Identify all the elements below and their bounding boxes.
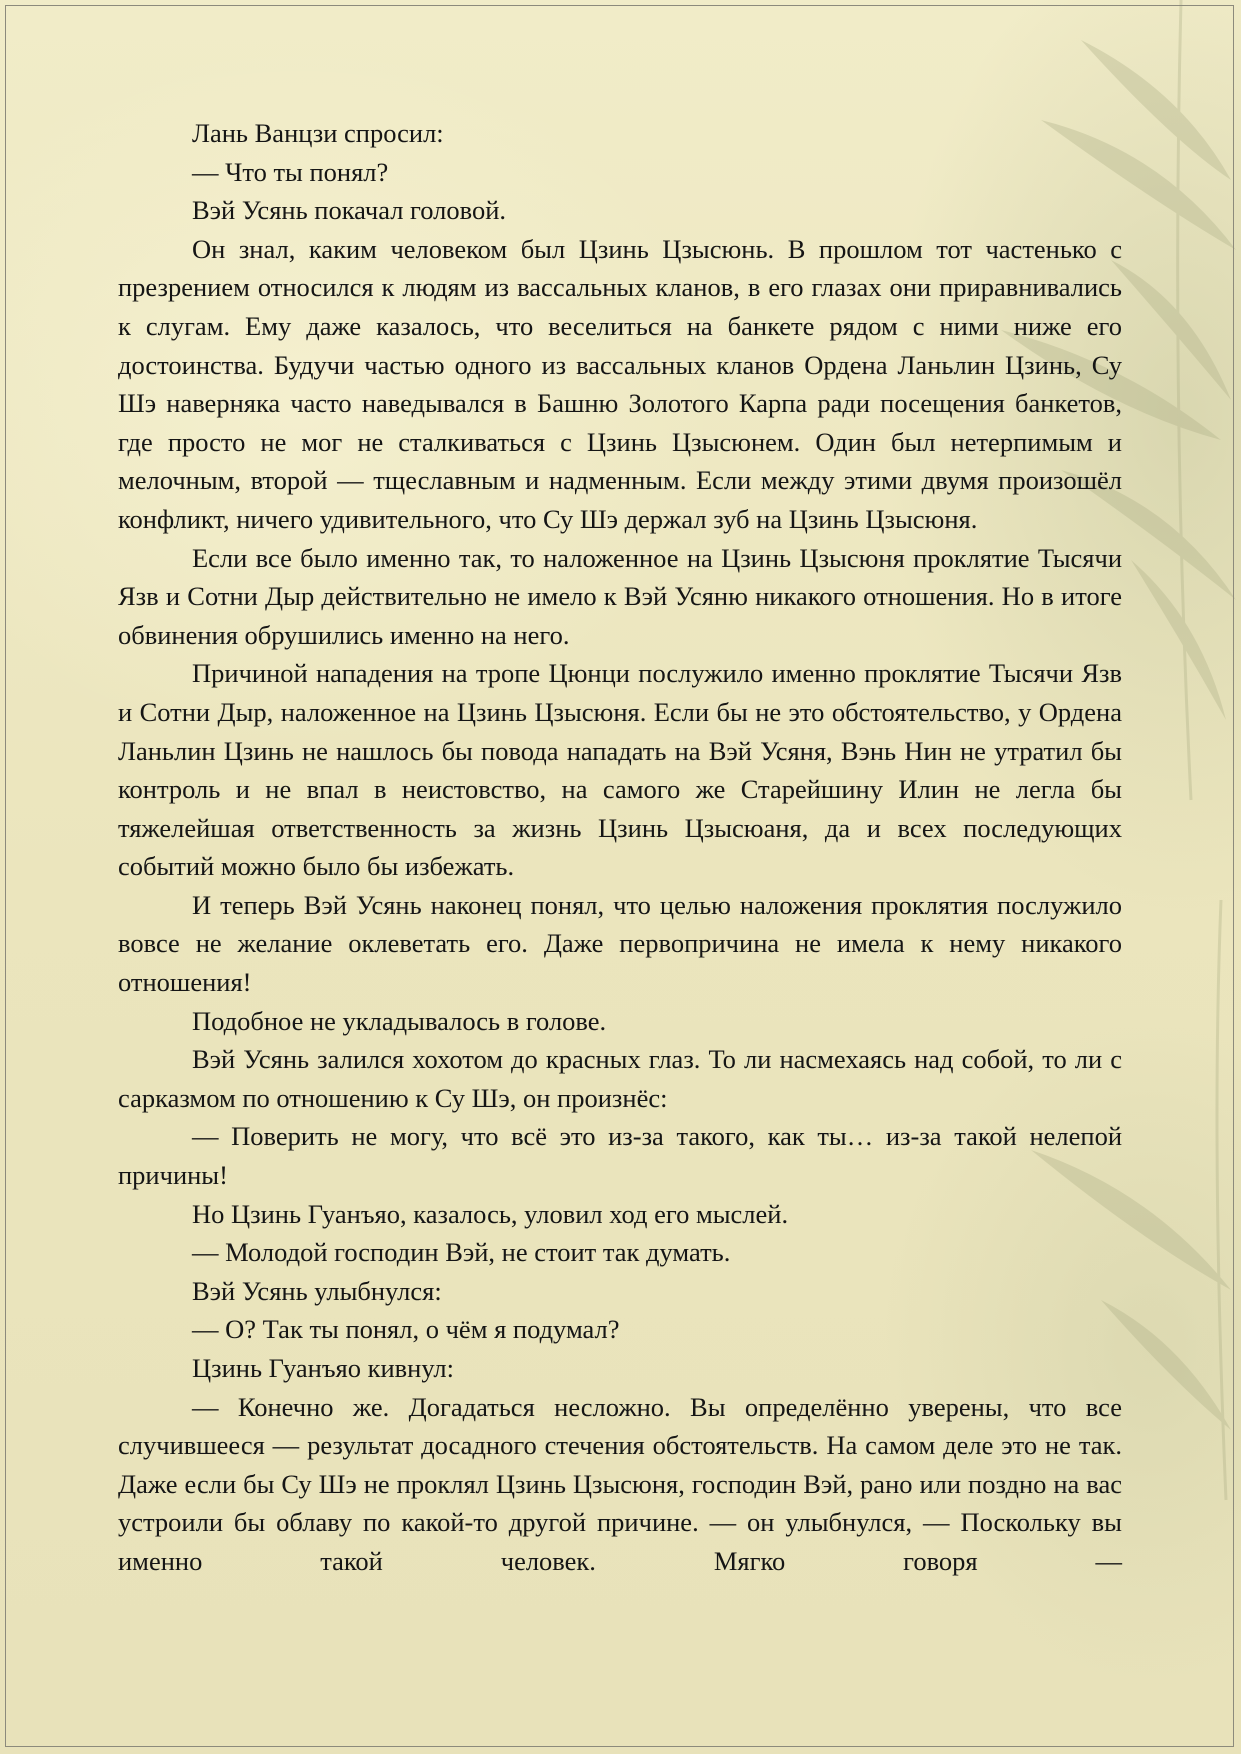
paragraph: Вэй Усянь улыбнулся: bbox=[192, 1275, 442, 1306]
paragraph: Подобное не укладывалось в голове. bbox=[192, 1005, 607, 1036]
paragraph: — Что ты понял? bbox=[192, 156, 389, 187]
paragraph: Он знал, каким человеком был Цзинь Цзысюнь. В прошлом тот частенько с презрением относился к людям из вассальных кланов, в его глазах они приравнивались к слугам. Ему даже казалось, что веселиться на банкете рядом с ними ниже его достоинства. Будучи частью одного из вассальных кланов Ордена Ланьлин Цзинь, Су Шэ наверняка часто наведывался в Башню Золотого Карпа ради посещения банкетов, где просто не мог не сталкиваться с Цзинь Цзысюнем. Один был нетерпимым и мелочным, второй — тщеславным и надменным. Если между этими двумя произошёл конфликт, ничего удивительного, что Су Шэ держал зуб на Цзинь Цзысюня. bbox=[118, 233, 1122, 534]
paragraph: Вэй Усянь покачал головой. bbox=[192, 195, 507, 226]
paragraph: Но Цзинь Гуанъяо, казалось, уловил ход его мыслей. bbox=[192, 1198, 789, 1229]
paragraph: — О? Так ты понял, о чём я подумал? bbox=[192, 1314, 620, 1345]
paragraph: Причиной нападения на тропе Цюнци послужило именно проклятие Тысячи Язв и Сотни Дыр, наложенное на Цзинь Цзысюня. Если бы не это обстоятельство, у Ордена Ланьлин Цзинь не нашлось бы повода нападать на Вэй Усяня, Вэнь Нин не утратил бы контроль и не впал в неистовство, на самого же Старейшину Илин не легла бы тяжелейшая ответственность за жизнь Цзинь Цзысюаня, да и всех последующих событий можно было бы избежать. bbox=[118, 658, 1122, 882]
paragraph: Если все было именно так, то наложенное на Цзинь Цзысюня проклятие Тысячи Язв и Сотни Дыр действительно не имело к Вэй Усяню никакого отношения. Но в итоге обвинения обрушились именно на него. bbox=[118, 542, 1122, 650]
paragraph: И теперь Вэй Усянь наконец понял, что целью наложения проклятия послужило вовсе не желание оклеветать его. Даже первопричина не имела к нему никакого отношения! bbox=[118, 889, 1122, 998]
paragraph: Цзинь Гуанъяо кивнул: bbox=[192, 1353, 455, 1383]
text-body bbox=[118, 114, 1122, 1581]
paragraph: — Конечно же. Догадаться несложно. Вы определённо уверены, что все случившееся — результат досадного стечения обстоятельств. На самом деле это не так. Даже если бы Су Шэ не проклял Цзинь Цзысюня, господин Вэй, рано или поздно на вас устроили бы облаву по какой-то другой причине. — он улыбнулся, — Поскольку вы именно такой человек. Мягко говоря — bbox=[118, 1391, 1122, 1576]
paragraph: — Молодой господин Вэй, не стоит так думать. bbox=[192, 1237, 731, 1268]
paragraph: Вэй Усянь залился хохотом до красных глаз. То ли насмехаясь над собой, то ли с сарказмом по отношению к Су Шэ, он произнёс: bbox=[118, 1044, 1122, 1113]
paragraph: Лань Ванцзи спросил: bbox=[192, 118, 444, 148]
paragraph: — Поверить не могу, что всё это из-за такого, как ты… из-за такой нелепой причины! bbox=[118, 1121, 1122, 1191]
